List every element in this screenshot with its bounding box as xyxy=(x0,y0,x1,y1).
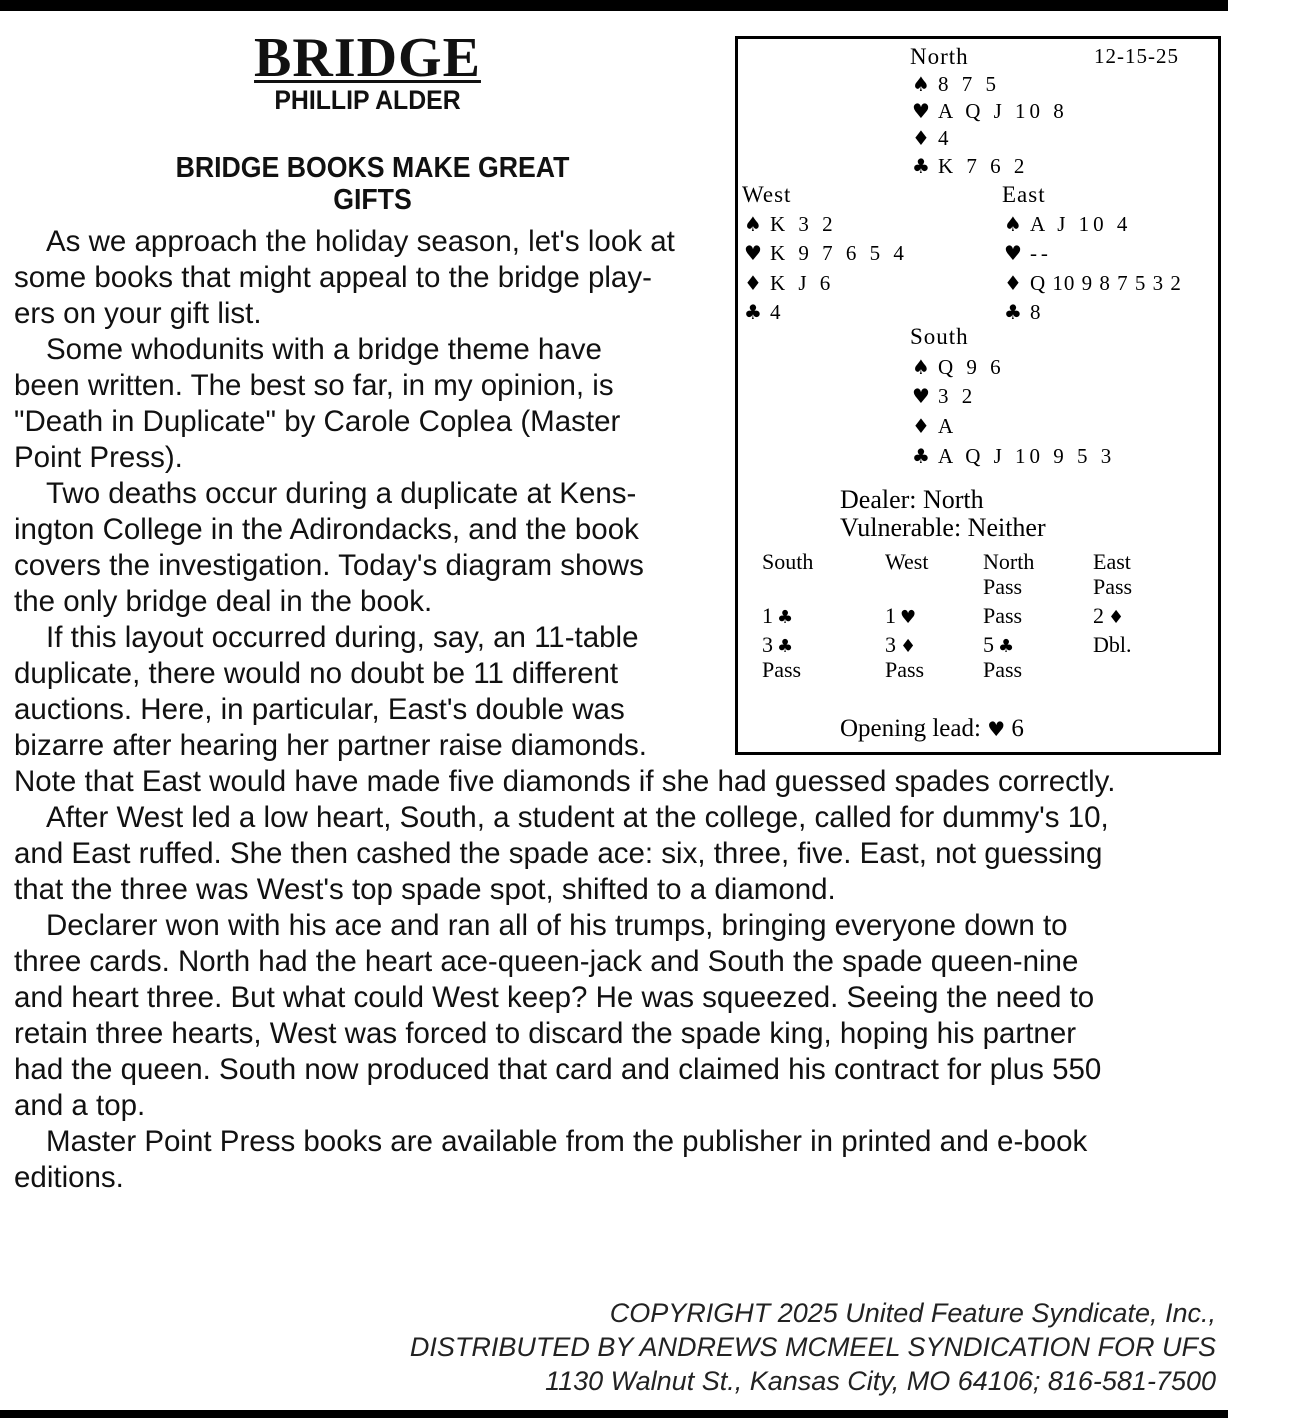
west-spades-cards: K 3 2 xyxy=(769,212,837,236)
east-clubs xyxy=(1004,299,1044,326)
east-diamonds-cards: Q 10 9 8 7 5 3 2 xyxy=(1029,271,1182,295)
auction-bid xyxy=(1093,602,1124,632)
south-spades-cards: Q 9 6 xyxy=(937,355,1005,379)
west-hearts xyxy=(744,240,908,267)
bid-level: 1 xyxy=(885,603,896,628)
auction-bid xyxy=(885,602,916,632)
club-icon: ♣ xyxy=(1004,300,1022,324)
east-spades xyxy=(1004,211,1131,238)
auction-bid: Pass xyxy=(885,657,925,682)
east-spades-cards: A J 10 4 xyxy=(1029,212,1132,236)
article-line: been written. The best so far, in my opinion, is xyxy=(14,369,614,402)
article-line: three cards. North had the heart ace-queen-jack and South the spade queen-nine xyxy=(14,945,1079,978)
bottom-rule xyxy=(0,1410,1228,1418)
east-clubs-cards: 8 xyxy=(1029,300,1045,324)
bid-level: 2 xyxy=(1093,603,1104,628)
spade-icon: ♠ xyxy=(744,212,762,236)
article-line: duplicate, there would no doubt be 11 different xyxy=(14,657,619,690)
south-label: South xyxy=(910,324,969,349)
club-icon: ♣ xyxy=(744,300,762,324)
article-line: the only bridge deal in the book. xyxy=(14,585,433,618)
south-diamonds xyxy=(912,413,957,440)
south-clubs-cards: A Q J 10 9 5 3 xyxy=(937,444,1116,468)
article-line: had the queen. South now produced that card and claimed his contract for plus 550 xyxy=(14,1053,1102,1086)
copyright-notice xyxy=(316,1296,1216,1398)
article-line: Note that East would have made five diamonds if she had guessed spades correctly. xyxy=(14,765,1116,798)
west-clubs-cards: 4 xyxy=(769,300,785,324)
article-headline: BRIDGE BOOKS MAKE GREAT GIFTS xyxy=(175,152,570,216)
article-line: that the three was West's top spade spot, shifted to a diamond. xyxy=(14,873,836,906)
heart-icon: ♥ xyxy=(912,99,930,123)
heart-icon: ♥ xyxy=(987,717,1006,741)
bridge-deal-diagram xyxy=(735,36,1221,755)
north-spades-cards: 8 7 5 xyxy=(937,72,1000,96)
north-label: North xyxy=(910,44,969,69)
club-icon: ♣ xyxy=(777,636,794,657)
auction-bid: Pass xyxy=(762,657,802,682)
article-line: Declarer won with his ace and ran all of his trumps, bringing everyone down to xyxy=(46,909,1068,942)
auction-bid: Dbl. xyxy=(1093,632,1132,657)
east-label: East xyxy=(1002,182,1046,207)
south-diamonds-cards: A xyxy=(937,414,958,438)
auction-header-north: North xyxy=(983,549,1035,574)
diamond-icon: ♦ xyxy=(1108,607,1125,628)
heart-icon: ♥ xyxy=(1004,241,1022,265)
club-icon: ♣ xyxy=(998,636,1015,657)
article-line: bizarre after hearing her partner raise diamonds. xyxy=(14,729,647,762)
article-line: and East ruffed. She then cashed the spade ace: six, three, five. East, not guessing xyxy=(14,837,1103,870)
west-diamonds-cards: K J 6 xyxy=(769,271,835,295)
dealer-info: Dealer: North xyxy=(840,485,984,514)
article-line: ington College in the Adirondacks, and the book xyxy=(14,513,639,546)
east-diamonds xyxy=(1004,270,1182,297)
west-label: West xyxy=(742,182,792,207)
top-rule xyxy=(0,0,1228,11)
bid-level: 3 xyxy=(885,632,896,657)
deal-date: 12-15-25 xyxy=(1094,44,1179,68)
north-hearts-cards: A Q J 10 8 xyxy=(937,99,1068,123)
spade-icon: ♠ xyxy=(912,72,930,96)
column-title: BRIDGE xyxy=(254,27,481,89)
opening-lead-label: Opening lead: xyxy=(840,715,981,742)
copyright-line: DISTRIBUTED BY ANDREWS MCMEEL SYNDICATION FOR UFS xyxy=(409,1332,1216,1362)
article-line: As we approach the holiday season, let's look at xyxy=(46,225,675,258)
article-line: If this layout occurred during, say, an 11-table xyxy=(46,621,639,654)
article-line: Master Point Press books are available from the publisher in printed and e-book xyxy=(46,1125,1088,1158)
club-icon: ♣ xyxy=(912,444,930,468)
spade-icon: ♠ xyxy=(912,355,930,379)
auction-header-east: East xyxy=(1093,549,1131,574)
south-clubs xyxy=(912,443,1115,470)
article-line: auctions. Here, in particular, East's double was xyxy=(14,693,625,726)
north-spades xyxy=(912,71,1000,98)
heart-icon: ♥ xyxy=(900,607,917,628)
heart-icon: ♥ xyxy=(744,241,762,265)
opening-lead-card: 6 xyxy=(1011,715,1024,742)
diamond-icon: ♦ xyxy=(900,636,917,657)
auction-bid: Pass xyxy=(983,574,1023,599)
article-line: Point Press). xyxy=(14,441,183,474)
north-clubs xyxy=(912,153,1028,180)
article-line: some books that might appeal to the bridge play- xyxy=(14,261,652,294)
club-icon: ♣ xyxy=(912,154,930,178)
spade-icon: ♠ xyxy=(1004,212,1022,236)
diamond-icon: ♦ xyxy=(912,414,930,438)
east-hearts-cards: -- xyxy=(1029,241,1052,265)
masthead xyxy=(240,27,495,115)
auction-header-west: West xyxy=(885,549,929,574)
bid-level: 1 xyxy=(762,603,773,628)
west-diamonds xyxy=(744,270,834,297)
north-diamonds xyxy=(912,125,952,152)
article-line: editions. xyxy=(14,1161,124,1194)
north-clubs-cards: K 7 6 2 xyxy=(937,154,1029,178)
bid-level: 3 xyxy=(762,632,773,657)
auction-header-south: South xyxy=(762,549,814,574)
south-hearts-cards: 3 2 xyxy=(937,384,977,408)
author-byline: PHILLIP ALDER xyxy=(274,85,461,115)
heart-icon: ♥ xyxy=(912,384,930,408)
article-line: and a top. xyxy=(14,1089,146,1122)
north-diamonds-cards: 4 xyxy=(937,126,953,150)
north-hearts xyxy=(912,98,1068,125)
auction-bid: Pass xyxy=(983,603,1023,628)
club-icon: ♣ xyxy=(777,607,794,628)
auction-bid: Pass xyxy=(1093,574,1133,599)
south-hearts xyxy=(912,383,976,410)
copyright-line: COPYRIGHT 2025 United Feature Syndicate, Inc., xyxy=(609,1298,1216,1328)
diamond-icon: ♦ xyxy=(912,126,930,150)
article-line: and heart three. But what could West keep? He was squeezed. Seeing the need to xyxy=(14,981,1095,1014)
article-line: After West led a low heart, South, a student at the college, called for dummy's 10, xyxy=(46,801,1109,834)
copyright-line: 1130 Walnut St., Kansas City, MO 64106; 816-581-7500 xyxy=(545,1366,1216,1396)
article-line: ers on your gift list. xyxy=(14,297,262,330)
article-line: "Death in Duplicate" by Carole Coplea (Master xyxy=(14,405,621,438)
diamond-icon: ♦ xyxy=(1004,271,1022,295)
south-spades xyxy=(912,354,1005,381)
auction-bid: Pass xyxy=(983,657,1023,682)
west-hearts-cards: K 9 7 6 5 4 xyxy=(769,241,908,265)
diamond-icon: ♦ xyxy=(744,271,762,295)
west-spades xyxy=(744,211,837,238)
article-line: Some whodunits with a bridge theme have xyxy=(46,333,602,366)
east-hearts xyxy=(1004,240,1052,267)
auction-bid xyxy=(762,602,793,632)
vulnerability-info: Vulnerable: Neither xyxy=(840,513,1046,542)
article-line: covers the investigation. Today's diagram shows xyxy=(14,549,644,582)
west-clubs xyxy=(744,299,784,326)
opening-lead xyxy=(840,714,1024,744)
article-line: Two deaths occur during a duplicate at Kens- xyxy=(46,477,637,510)
article-line: retain three hearts, West was forced to discard the spade king, hoping his partner xyxy=(14,1017,1077,1050)
bid-level: 5 xyxy=(983,632,994,657)
